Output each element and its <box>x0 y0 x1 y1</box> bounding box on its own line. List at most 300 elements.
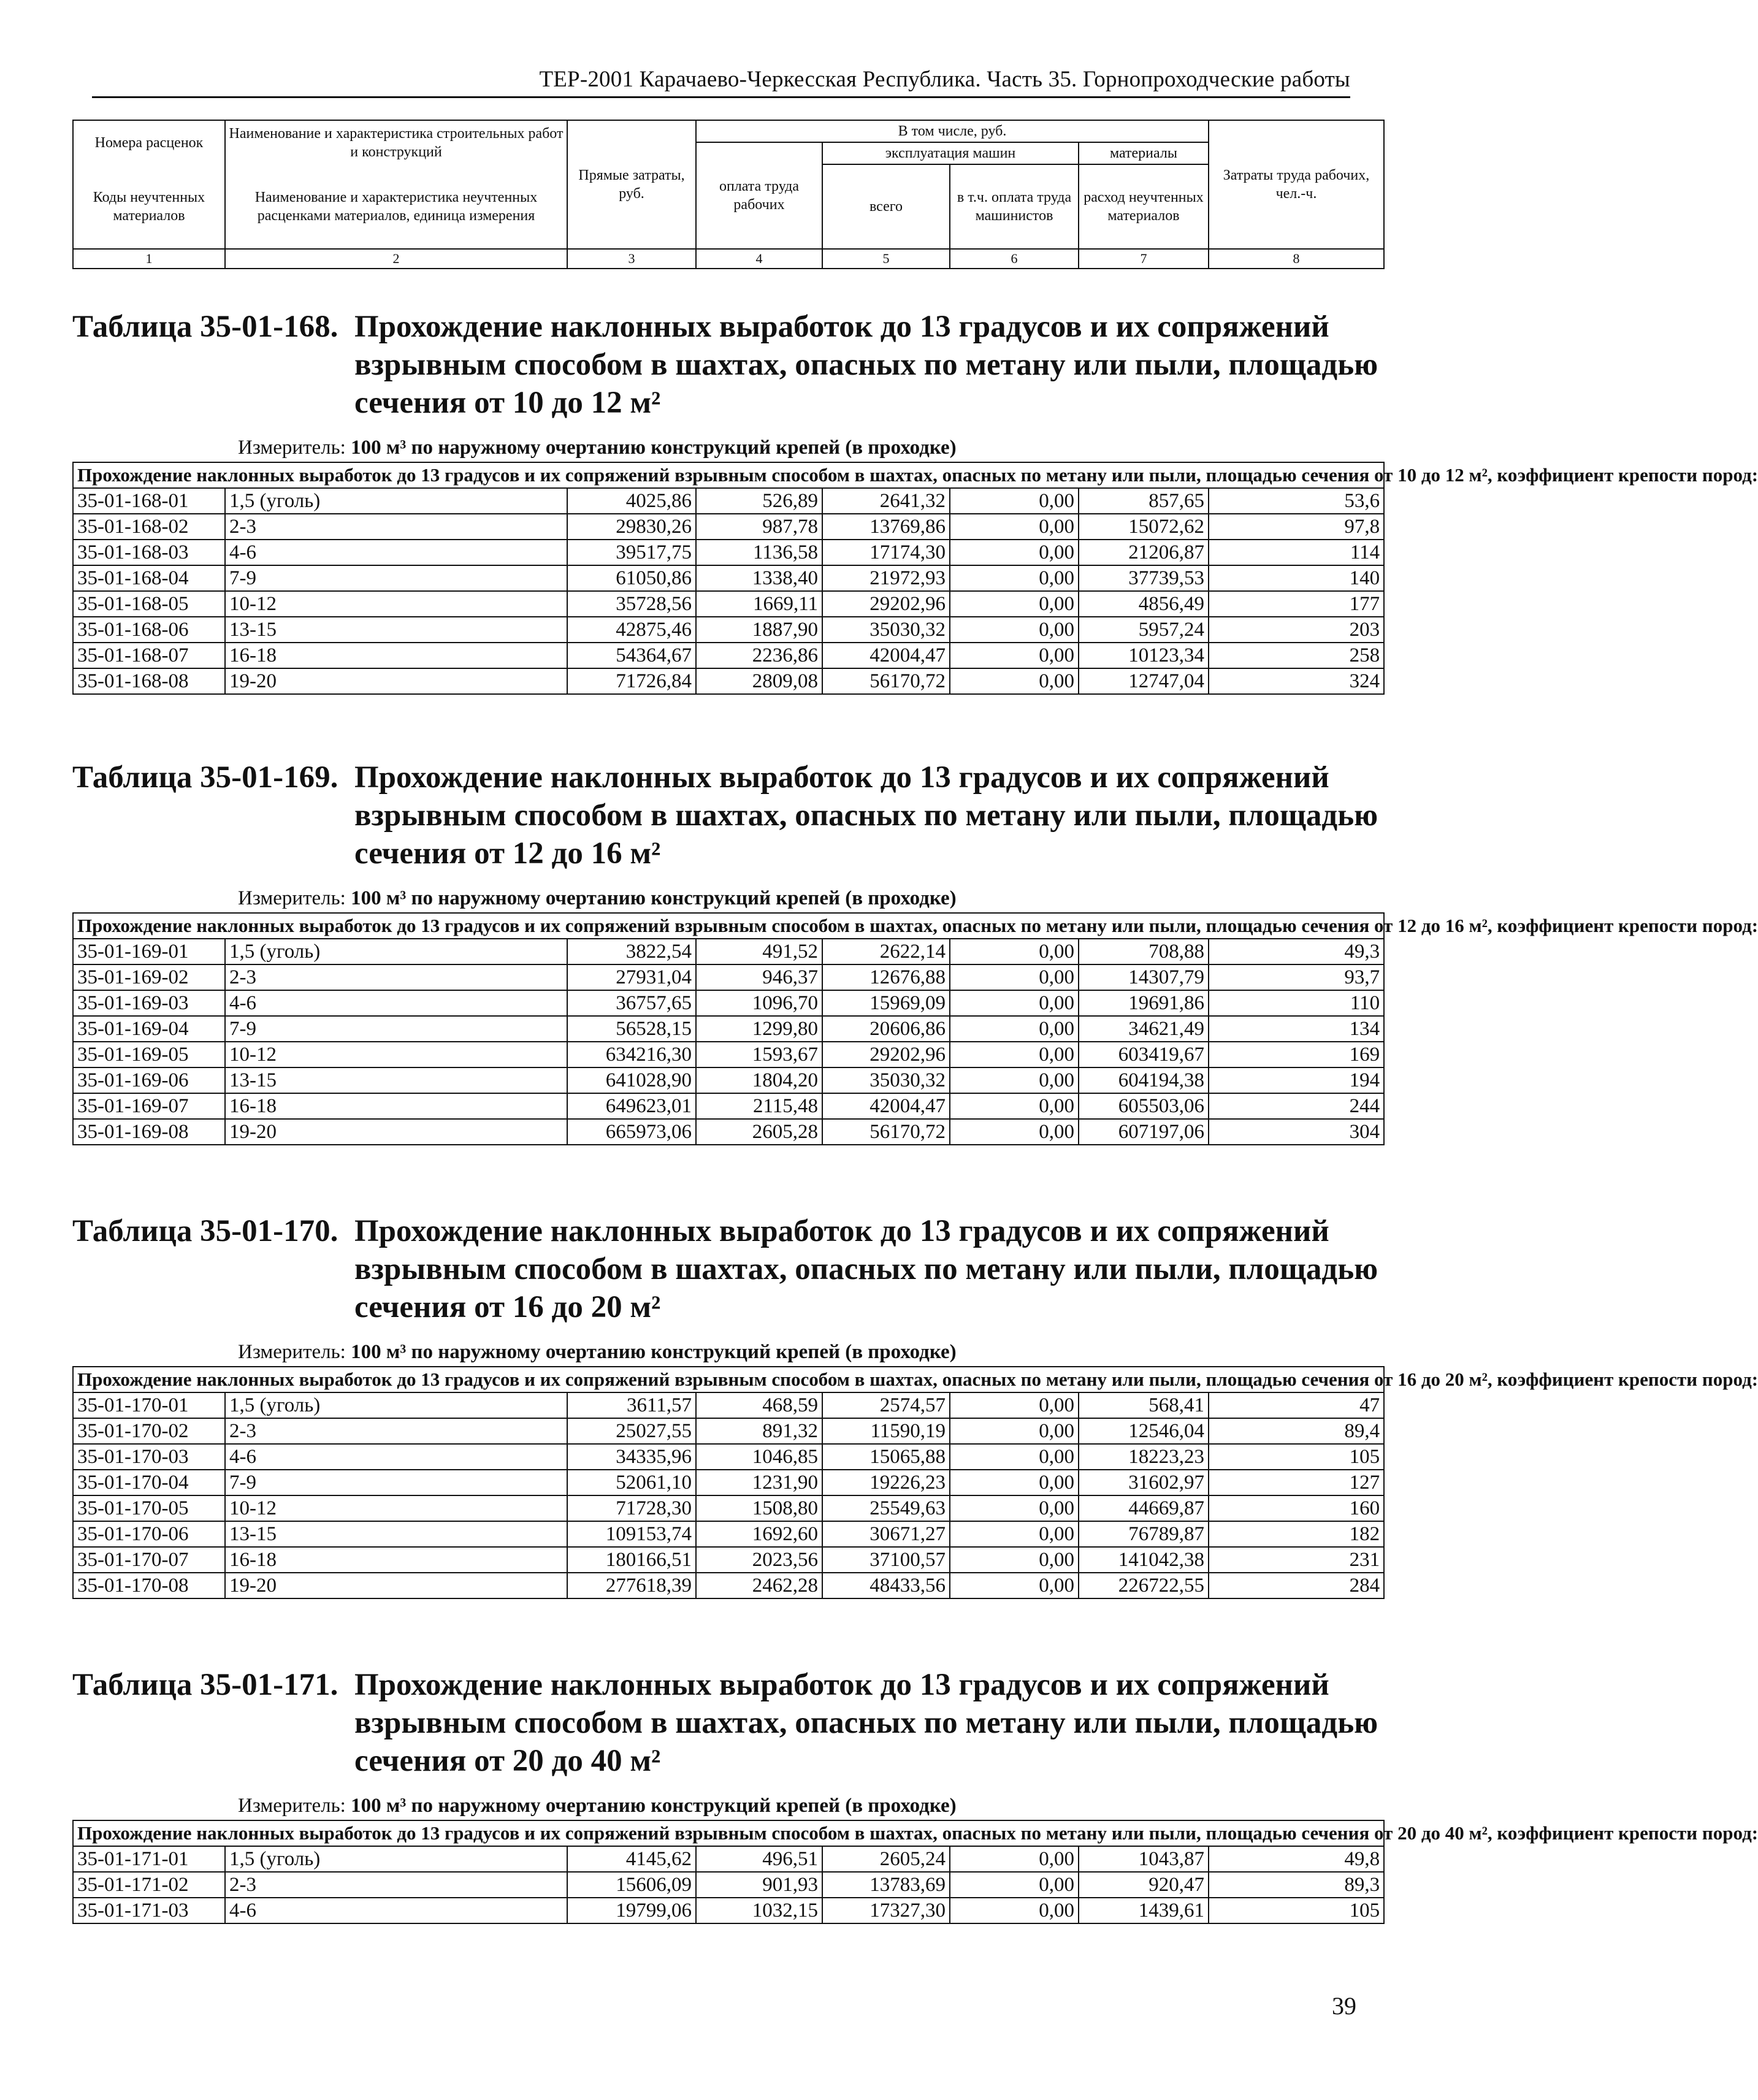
machine-total-cell: 12676,88 <box>822 964 950 990</box>
machine-total-cell: 2605,24 <box>822 1846 950 1872</box>
table-section <box>72 308 1758 695</box>
table-title-text: Прохождение наклонных выработок до 13 градусов и их сопряжений взрывным способом в шахтах, опасных по метану или пыли, площадью сечения от 16 до 20 м² <box>354 1214 1378 1324</box>
header-number: 1 <box>73 249 225 269</box>
rate-code-cell: 35-01-168-06 <box>73 617 225 643</box>
materials-cost-cell: 15072,62 <box>1079 514 1209 540</box>
section-title: Прохождение наклонных выработок до 13 градусов и их сопряжений взрывным способом в шахтах, опасных по метану или пыли, площадью сечения от 20 до 40 м², коэффициент крепости пород: <box>73 1820 1384 1846</box>
rates-table <box>72 1366 1758 1599</box>
materials-cost-cell: 857,65 <box>1079 488 1209 514</box>
materials-cost-cell: 34621,49 <box>1079 1016 1209 1042</box>
header-number: 5 <box>822 249 950 269</box>
materials-cost-cell: 920,47 <box>1079 1872 1209 1898</box>
direct-costs-cell: 3611,57 <box>567 1392 696 1418</box>
table-row <box>73 488 1384 514</box>
machine-total-cell: 35030,32 <box>822 1067 950 1093</box>
header-col6: в т.ч. оплата труда машинистов <box>950 164 1079 249</box>
materials-cost-cell: 708,88 <box>1079 939 1209 964</box>
labor-wages-cell: 2462,28 <box>696 1573 822 1598</box>
labor-hours-cell: 105 <box>1209 1898 1384 1923</box>
labor-wages-cell: 1338,40 <box>696 565 822 591</box>
machinist-wages-cell: 0,00 <box>950 488 1079 514</box>
direct-costs-cell: 109153,74 <box>567 1521 696 1547</box>
materials-cost-cell: 605503,06 <box>1079 1093 1209 1119</box>
direct-costs-cell: 27931,04 <box>567 964 696 990</box>
work-name-cell: 10-12 <box>225 1042 567 1067</box>
work-name-cell: 4-6 <box>225 990 567 1016</box>
table-row <box>73 1444 1384 1470</box>
labor-hours-cell: 49,8 <box>1209 1846 1384 1872</box>
machine-total-cell: 25549,63 <box>822 1495 950 1521</box>
direct-costs-cell: 25027,55 <box>567 1418 696 1444</box>
materials-cost-cell: 141042,38 <box>1079 1547 1209 1573</box>
header-col2-bottom: Наименование и характеристика неучтенных расценками материалов, единица измерения <box>225 164 567 249</box>
direct-costs-cell: 52061,10 <box>567 1470 696 1495</box>
table-title <box>72 758 1383 872</box>
rate-code-cell: 35-01-169-08 <box>73 1119 225 1145</box>
table-row <box>73 514 1384 540</box>
materials-cost-cell: 604194,38 <box>1079 1067 1209 1093</box>
materials-cost-cell: 5957,24 <box>1079 617 1209 643</box>
table-section <box>72 1666 1758 1924</box>
machinist-wages-cell: 0,00 <box>950 1872 1079 1898</box>
section-title: Прохождение наклонных выработок до 13 градусов и их сопряжений взрывным способом в шахтах, опасных по метану или пыли, площадью сечения от 12 до 16 м², коэффициент крепости пород: <box>73 913 1384 939</box>
rate-code-cell: 35-01-170-06 <box>73 1521 225 1547</box>
meter-text: 100 м³ по наружному очертанию конструкций крепей (в проходке) <box>351 437 957 459</box>
machinist-wages-cell: 0,00 <box>950 1444 1079 1470</box>
machinist-wages-cell: 0,00 <box>950 1495 1079 1521</box>
section-title: Прохождение наклонных выработок до 13 градусов и их сопряжений взрывным способом в шахтах, опасных по метану или пыли, площадью сечения от 10 до 12 м², коэффициент крепости пород: <box>73 462 1384 488</box>
table-title-text: Прохождение наклонных выработок до 13 градусов и их сопряжений взрывным способом в шахтах, опасных по метану или пыли, площадью сечения от 10 до 12 м² <box>354 310 1378 420</box>
direct-costs-cell: 71728,30 <box>567 1495 696 1521</box>
work-name-cell: 4-6 <box>225 540 567 565</box>
labor-hours-cell: 89,3 <box>1209 1872 1384 1898</box>
work-name-cell: 4-6 <box>225 1898 567 1923</box>
materials-cost-cell: 1439,61 <box>1079 1898 1209 1923</box>
machine-total-cell: 48433,56 <box>822 1573 950 1598</box>
labor-wages-cell: 2023,56 <box>696 1547 822 1573</box>
machine-total-cell: 21972,93 <box>822 565 950 591</box>
rate-code-cell: 35-01-170-04 <box>73 1470 225 1495</box>
work-name-cell: 1,5 (уголь) <box>225 488 567 514</box>
machinist-wages-cell: 0,00 <box>950 565 1079 591</box>
section-title: Прохождение наклонных выработок до 13 градусов и их сопряжений взрывным способом в шахтах, опасных по метану или пыли, площадью сечения от 16 до 20 м², коэффициент крепости пород: <box>73 1367 1384 1392</box>
work-name-cell: 19-20 <box>225 668 567 694</box>
direct-costs-cell: 29830,26 <box>567 514 696 540</box>
direct-costs-cell: 634216,30 <box>567 1042 696 1067</box>
table-row <box>73 1042 1384 1067</box>
machine-total-cell: 30671,27 <box>822 1521 950 1547</box>
labor-hours-cell: 182 <box>1209 1521 1384 1547</box>
header-col7: расход неучтенных материалов <box>1079 164 1209 249</box>
meter-label: Измеритель: <box>238 437 346 459</box>
machinist-wages-cell: 0,00 <box>950 591 1079 617</box>
rate-code-cell: 35-01-168-05 <box>73 591 225 617</box>
direct-costs-cell: 649623,01 <box>567 1093 696 1119</box>
labor-hours-cell: 47 <box>1209 1392 1384 1418</box>
labor-hours-cell: 114 <box>1209 540 1384 565</box>
labor-wages-cell: 2115,48 <box>696 1093 822 1119</box>
rate-code-cell: 35-01-169-05 <box>73 1042 225 1067</box>
machinist-wages-cell: 0,00 <box>950 1067 1079 1093</box>
page-number: 39 <box>1332 1992 1356 2020</box>
meter-label: Измеритель: <box>238 887 346 909</box>
machinist-wages-cell: 0,00 <box>950 1119 1079 1145</box>
labor-hours-cell: 49,3 <box>1209 939 1384 964</box>
table-row <box>73 643 1384 668</box>
labor-wages-cell: 987,78 <box>696 514 822 540</box>
rate-code-cell: 35-01-169-03 <box>73 990 225 1016</box>
machine-total-cell: 11590,19 <box>822 1418 950 1444</box>
work-name-cell: 1,5 (уголь) <box>225 1392 567 1418</box>
machinist-wages-cell: 0,00 <box>950 1846 1079 1872</box>
machine-total-cell: 15969,09 <box>822 990 950 1016</box>
labor-hours-cell: 324 <box>1209 668 1384 694</box>
header-number: 2 <box>225 249 567 269</box>
table-row <box>73 1067 1384 1093</box>
machine-total-cell: 2641,32 <box>822 488 950 514</box>
materials-cost-cell: 568,41 <box>1079 1392 1209 1418</box>
labor-wages-cell: 1231,90 <box>696 1470 822 1495</box>
header-materials-group: материалы <box>1079 142 1209 164</box>
table-row <box>73 1547 1384 1573</box>
meter-text: 100 м³ по наружному очертанию конструкций крепей (в проходке) <box>351 1341 957 1363</box>
labor-hours-cell: 169 <box>1209 1042 1384 1067</box>
work-name-cell: 2-3 <box>225 1418 567 1444</box>
meter-label: Измеритель: <box>238 1341 346 1363</box>
table-number: Таблица 35-01-168. <box>72 310 338 344</box>
labor-wages-cell: 891,32 <box>696 1418 822 1444</box>
work-name-cell: 16-18 <box>225 1547 567 1573</box>
materials-cost-cell: 37739,53 <box>1079 565 1209 591</box>
materials-cost-cell: 14307,79 <box>1079 964 1209 990</box>
rates-table <box>72 462 1758 695</box>
labor-wages-cell: 468,59 <box>696 1392 822 1418</box>
labor-wages-cell: 1136,58 <box>696 540 822 565</box>
materials-cost-cell: 18223,23 <box>1079 1444 1209 1470</box>
machine-total-cell: 42004,47 <box>822 643 950 668</box>
column-header-table <box>72 120 1385 269</box>
rate-code-cell: 35-01-170-02 <box>73 1418 225 1444</box>
labor-wages-cell: 1508,80 <box>696 1495 822 1521</box>
materials-cost-cell: 21206,87 <box>1079 540 1209 565</box>
table-title-text: Прохождение наклонных выработок до 13 градусов и их сопряжений взрывным способом в шахтах, опасных по метану или пыли, площадью сечения от 12 до 16 м² <box>354 760 1378 871</box>
work-name-cell: 13-15 <box>225 1521 567 1547</box>
table-row <box>73 1119 1384 1145</box>
machine-total-cell: 13769,86 <box>822 514 950 540</box>
labor-wages-cell: 1096,70 <box>696 990 822 1016</box>
rate-code-cell: 35-01-170-07 <box>73 1547 225 1573</box>
rate-code-cell: 35-01-170-08 <box>73 1573 225 1598</box>
header-col4: оплата труда рабочих <box>696 142 822 249</box>
work-name-cell: 7-9 <box>225 1016 567 1042</box>
machinist-wages-cell: 0,00 <box>950 990 1079 1016</box>
header-number: 3 <box>567 249 696 269</box>
direct-costs-cell: 4025,86 <box>567 488 696 514</box>
work-name-cell: 19-20 <box>225 1573 567 1598</box>
rate-code-cell: 35-01-171-01 <box>73 1846 225 1872</box>
direct-costs-cell: 19799,06 <box>567 1898 696 1923</box>
rate-code-cell: 35-01-171-02 <box>73 1872 225 1898</box>
materials-cost-cell: 12546,04 <box>1079 1418 1209 1444</box>
header-col5: всего <box>822 164 950 249</box>
labor-wages-cell: 2236,86 <box>696 643 822 668</box>
labor-hours-cell: 140 <box>1209 565 1384 591</box>
machinist-wages-cell: 0,00 <box>950 939 1079 964</box>
table-number: Таблица 35-01-169. <box>72 760 338 795</box>
direct-costs-cell: 641028,90 <box>567 1067 696 1093</box>
work-name-cell: 4-6 <box>225 1444 567 1470</box>
table-row <box>73 1898 1384 1923</box>
machinist-wages-cell: 0,00 <box>950 1898 1079 1923</box>
machinist-wages-cell: 0,00 <box>950 1547 1079 1573</box>
table-title-text: Прохождение наклонных выработок до 13 градусов и их сопряжений взрывным способом в шахтах, опасных по метану или пыли, площадью сечения от 20 до 40 м² <box>354 1668 1378 1778</box>
header-machines-group: эксплуатация машин <box>822 142 1079 164</box>
direct-costs-cell: 61050,86 <box>567 565 696 591</box>
work-name-cell: 10-12 <box>225 591 567 617</box>
meter-label: Измеритель: <box>238 1795 346 1817</box>
table-row <box>73 1418 1384 1444</box>
table-row <box>73 964 1384 990</box>
header-number: 4 <box>696 249 822 269</box>
table-row <box>73 939 1384 964</box>
machinist-wages-cell: 0,00 <box>950 1042 1079 1067</box>
work-name-cell: 1,5 (уголь) <box>225 1846 567 1872</box>
table-row <box>73 1470 1384 1495</box>
table-title <box>72 1212 1383 1326</box>
table-row <box>73 1521 1384 1547</box>
meter-line <box>238 887 1383 910</box>
header-number: 6 <box>950 249 1079 269</box>
table-title <box>72 308 1383 422</box>
direct-costs-cell: 180166,51 <box>567 1547 696 1573</box>
table-row <box>73 1495 1384 1521</box>
table-row <box>73 1016 1384 1042</box>
direct-costs-cell: 54364,67 <box>567 643 696 668</box>
materials-cost-cell: 19691,86 <box>1079 990 1209 1016</box>
rate-code-cell: 35-01-169-01 <box>73 939 225 964</box>
machinist-wages-cell: 0,00 <box>950 1470 1079 1495</box>
work-name-cell: 2-3 <box>225 964 567 990</box>
machine-total-cell: 29202,96 <box>822 1042 950 1067</box>
direct-costs-cell: 665973,06 <box>567 1119 696 1145</box>
labor-hours-cell: 244 <box>1209 1093 1384 1119</box>
table-section <box>72 1212 1758 1599</box>
machine-total-cell: 2622,14 <box>822 939 950 964</box>
machine-total-cell: 13783,69 <box>822 1872 950 1898</box>
labor-wages-cell: 2809,08 <box>696 668 822 694</box>
machinist-wages-cell: 0,00 <box>950 1016 1079 1042</box>
labor-wages-cell: 491,52 <box>696 939 822 964</box>
work-name-cell: 7-9 <box>225 565 567 591</box>
labor-hours-cell: 284 <box>1209 1573 1384 1598</box>
materials-cost-cell: 4856,49 <box>1079 591 1209 617</box>
machine-total-cell: 35030,32 <box>822 617 950 643</box>
materials-cost-cell: 44669,87 <box>1079 1495 1209 1521</box>
machine-total-cell: 17174,30 <box>822 540 950 565</box>
labor-wages-cell: 901,93 <box>696 1872 822 1898</box>
machinist-wages-cell: 0,00 <box>950 1418 1079 1444</box>
labor-wages-cell: 1046,85 <box>696 1444 822 1470</box>
labor-hours-cell: 110 <box>1209 990 1384 1016</box>
table-row <box>73 591 1384 617</box>
header-number: 8 <box>1209 249 1384 269</box>
table-number: Таблица 35-01-170. <box>72 1214 338 1248</box>
labor-wages-cell: 1032,15 <box>696 1898 822 1923</box>
machinist-wages-cell: 0,00 <box>950 540 1079 565</box>
machinist-wages-cell: 0,00 <box>950 668 1079 694</box>
work-name-cell: 10-12 <box>225 1495 567 1521</box>
labor-hours-cell: 93,7 <box>1209 964 1384 990</box>
direct-costs-cell: 34335,96 <box>567 1444 696 1470</box>
rate-code-cell: 35-01-169-04 <box>73 1016 225 1042</box>
running-head: ТЕР-2001 Карачаево-Черкесская Республика. Часть 35. Горнопроходческие работы <box>92 66 1350 98</box>
machinist-wages-cell: 0,00 <box>950 643 1079 668</box>
work-name-cell: 2-3 <box>225 514 567 540</box>
machinist-wages-cell: 0,00 <box>950 1093 1079 1119</box>
direct-costs-cell: 42875,46 <box>567 617 696 643</box>
direct-costs-cell: 3822,54 <box>567 939 696 964</box>
machinist-wages-cell: 0,00 <box>950 514 1079 540</box>
machine-total-cell: 20606,86 <box>822 1016 950 1042</box>
table-row <box>73 1846 1384 1872</box>
table-row <box>73 1872 1384 1898</box>
labor-wages-cell: 1887,90 <box>696 617 822 643</box>
materials-cost-cell: 607197,06 <box>1079 1119 1209 1145</box>
table-row <box>73 1573 1384 1598</box>
materials-cost-cell: 31602,97 <box>1079 1470 1209 1495</box>
labor-wages-cell: 946,37 <box>696 964 822 990</box>
table-row <box>73 668 1384 694</box>
table-row <box>73 565 1384 591</box>
rate-code-cell: 35-01-171-03 <box>73 1898 225 1923</box>
direct-costs-cell: 56528,15 <box>567 1016 696 1042</box>
header-col1-bottom: Коды неучтенных материалов <box>73 164 225 249</box>
machinist-wages-cell: 0,00 <box>950 964 1079 990</box>
direct-costs-cell: 15606,09 <box>567 1872 696 1898</box>
header-group-label: В том числе, руб. <box>696 120 1209 142</box>
work-name-cell: 13-15 <box>225 617 567 643</box>
direct-costs-cell: 39517,75 <box>567 540 696 565</box>
rate-code-cell: 35-01-168-01 <box>73 488 225 514</box>
materials-cost-cell: 603419,67 <box>1079 1042 1209 1067</box>
machinist-wages-cell: 0,00 <box>950 1392 1079 1418</box>
rate-code-cell: 35-01-169-02 <box>73 964 225 990</box>
labor-wages-cell: 526,89 <box>696 488 822 514</box>
rate-code-cell: 35-01-168-02 <box>73 514 225 540</box>
labor-hours-cell: 89,4 <box>1209 1418 1384 1444</box>
labor-hours-cell: 231 <box>1209 1547 1384 1573</box>
table-row <box>73 1093 1384 1119</box>
materials-cost-cell: 1043,87 <box>1079 1846 1209 1872</box>
table-row <box>73 617 1384 643</box>
rates-table <box>72 1820 1758 1924</box>
work-name-cell: 16-18 <box>225 1093 567 1119</box>
labor-wages-cell: 1669,11 <box>696 591 822 617</box>
work-name-cell: 1,5 (уголь) <box>225 939 567 964</box>
labor-wages-cell: 2605,28 <box>696 1119 822 1145</box>
table-section <box>72 758 1758 1145</box>
materials-cost-cell: 12747,04 <box>1079 668 1209 694</box>
work-name-cell: 19-20 <box>225 1119 567 1145</box>
direct-costs-cell: 35728,56 <box>567 591 696 617</box>
direct-costs-cell: 71726,84 <box>567 668 696 694</box>
machine-total-cell: 42004,47 <box>822 1093 950 1119</box>
work-name-cell: 13-15 <box>225 1067 567 1093</box>
labor-hours-cell: 203 <box>1209 617 1384 643</box>
machine-total-cell: 37100,57 <box>822 1547 950 1573</box>
work-name-cell: 2-3 <box>225 1872 567 1898</box>
machinist-wages-cell: 0,00 <box>950 1573 1079 1598</box>
labor-wages-cell: 1804,20 <box>696 1067 822 1093</box>
labor-hours-cell: 97,8 <box>1209 514 1384 540</box>
meter-line <box>238 1795 1383 1817</box>
rate-code-cell: 35-01-168-04 <box>73 565 225 591</box>
labor-wages-cell: 1593,67 <box>696 1042 822 1067</box>
direct-costs-cell: 277618,39 <box>567 1573 696 1598</box>
table-row <box>73 540 1384 565</box>
labor-wages-cell: 1692,60 <box>696 1521 822 1547</box>
labor-hours-cell: 134 <box>1209 1016 1384 1042</box>
rate-code-cell: 35-01-169-07 <box>73 1093 225 1119</box>
machine-total-cell: 15065,88 <box>822 1444 950 1470</box>
rate-code-cell: 35-01-168-08 <box>73 668 225 694</box>
header-col3: Прямые затраты, руб. <box>567 120 696 249</box>
materials-cost-cell: 76789,87 <box>1079 1521 1209 1547</box>
labor-hours-cell: 53,6 <box>1209 488 1384 514</box>
machine-total-cell: 17327,30 <box>822 1898 950 1923</box>
table-row <box>73 990 1384 1016</box>
materials-cost-cell: 226722,55 <box>1079 1573 1209 1598</box>
labor-hours-cell: 304 <box>1209 1119 1384 1145</box>
table-number: Таблица 35-01-171. <box>72 1668 338 1702</box>
labor-wages-cell: 496,51 <box>696 1846 822 1872</box>
header-number: 7 <box>1079 249 1209 269</box>
meter-text: 100 м³ по наружному очертанию конструкций крепей (в проходке) <box>351 887 957 909</box>
header-col8: Затраты труда рабочих, чел.-ч. <box>1209 120 1384 249</box>
machinist-wages-cell: 0,00 <box>950 617 1079 643</box>
rate-code-cell: 35-01-168-03 <box>73 540 225 565</box>
labor-hours-cell: 177 <box>1209 591 1384 617</box>
work-name-cell: 16-18 <box>225 643 567 668</box>
machine-total-cell: 56170,72 <box>822 1119 950 1145</box>
machine-total-cell: 2574,57 <box>822 1392 950 1418</box>
labor-wages-cell: 1299,80 <box>696 1016 822 1042</box>
direct-costs-cell: 36757,65 <box>567 990 696 1016</box>
labor-hours-cell: 127 <box>1209 1470 1384 1495</box>
header-col1-top: Номера расценок <box>73 120 225 164</box>
rates-table <box>72 912 1758 1145</box>
meter-text: 100 м³ по наружному очертанию конструкций крепей (в проходке) <box>351 1795 957 1817</box>
meter-line <box>238 437 1383 459</box>
labor-hours-cell: 194 <box>1209 1067 1384 1093</box>
machine-total-cell: 19226,23 <box>822 1470 950 1495</box>
meter-line <box>238 1341 1383 1364</box>
rate-code-cell: 35-01-169-06 <box>73 1067 225 1093</box>
header-col2-top: Наименование и характеристика строительных работ и конструкций <box>225 120 567 164</box>
machinist-wages-cell: 0,00 <box>950 1521 1079 1547</box>
rate-code-cell: 35-01-170-01 <box>73 1392 225 1418</box>
machine-total-cell: 29202,96 <box>822 591 950 617</box>
machine-total-cell: 56170,72 <box>822 668 950 694</box>
rate-code-cell: 35-01-168-07 <box>73 643 225 668</box>
rate-code-cell: 35-01-170-03 <box>73 1444 225 1470</box>
table-row <box>73 1392 1384 1418</box>
labor-hours-cell: 160 <box>1209 1495 1384 1521</box>
direct-costs-cell: 4145,62 <box>567 1846 696 1872</box>
labor-hours-cell: 258 <box>1209 643 1384 668</box>
rate-code-cell: 35-01-170-05 <box>73 1495 225 1521</box>
labor-hours-cell: 105 <box>1209 1444 1384 1470</box>
